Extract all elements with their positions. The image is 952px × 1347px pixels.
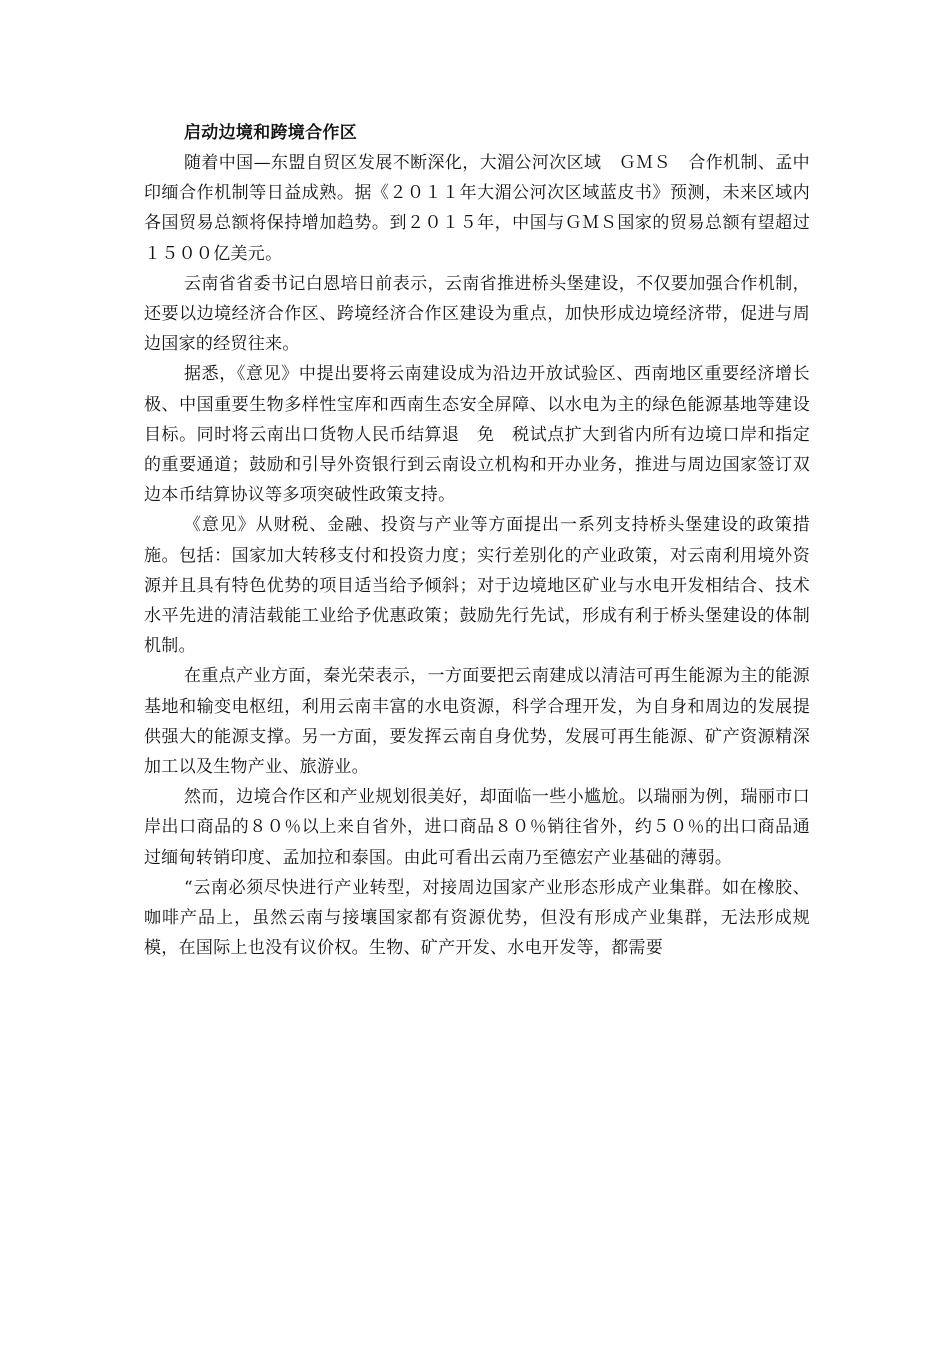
paragraph-7: “云南必须尽快进行产业转型，对接周边国家产业形态形成产业集群。如在橡胶、咖啡产品上，虽然云南与接壤国家都有资源优势，但没有形成产业集群，无法形成规模，在国际上也没有议价权。生物、矿产开发、水电开发等，都需要 <box>144 877 810 959</box>
document-body <box>144 118 810 963</box>
section-heading: 启动边境和跨境合作区 <box>184 123 357 143</box>
paragraph-3: 据悉，《意见》中提出要将云南建设成为沿边开放试验区、西南地区重要经济增长极、中国重要生物多样性宝库和西南生态安全屏障、以水电为主的绿色能源基地等建设目标。同时将云南出口货物人民币结算退 免 税试点扩大到省内所有边境口岸和指定的重要通道；鼓励和引导外资银行到云南设立机构和开办业务，推进与周边国家签订双边本币结算协议等多项突破性政策支持。 <box>144 364 810 506</box>
paragraph-1: 随着中国—东盟自贸区发展不断深化，大湄公河次区域 ＧＭＳ 合作机制、孟中印缅合作机制等日益成熟。据《２０１１年大湄公河次区域蓝皮书》预测，未来区域内各国贸易总额将保持增加趋势。到２０１５年，中国与ＧＭＳ国家的贸易总额有望超过１５００亿美元。 <box>144 153 810 264</box>
paragraph-2: 云南省省委书记白恩培日前表示，云南省推进桥头堡建设，不仅要加强合作机制，还要以边境经济合作区、跨境经济合作区建设为重点，加快形成边境经济带，促进与周边国家的经贸往来。 <box>144 273 810 355</box>
paragraph-6: 然而，边境合作区和产业规划很美好，却面临一些小尴尬。以瑞丽为例，瑞丽市口岸出口商品的８０％以上来自省外，进口商品８０％销往省外，约５０％的出口商品通过缅甸转销印度、孟加拉和泰国。由此可看出云南乃至德宏产业基础的薄弱。 <box>144 787 810 868</box>
paragraph-5: 在重点产业方面，秦光荣表示，一方面要把云南建成以清洁可再生能源为主的能源基地和输变电枢纽，利用云南丰富的水电资源，科学合理开发，为自身和周边的发展提供强大的能源支撑。另一方面，要发挥云南自身优势，发展可再生能源、矿产资源精深加工以及生物产业、旅游业。 <box>144 666 810 778</box>
paragraph-4: 《意见》从财税、金融、投资与产业等方面提出一系列支持桥头堡建设的政策措施。包括：国家加大转移支付和投资力度；实行差别化的产业政策，对云南利用境外资源并且具有特色优势的项目适当给予倾斜；对于边境地区矿业与水电开发相结合、技术水平先进的清洁载能工业给予优惠政策；鼓励先行先试，形成有利于桥头堡建设的体制机制。 <box>144 515 810 657</box>
